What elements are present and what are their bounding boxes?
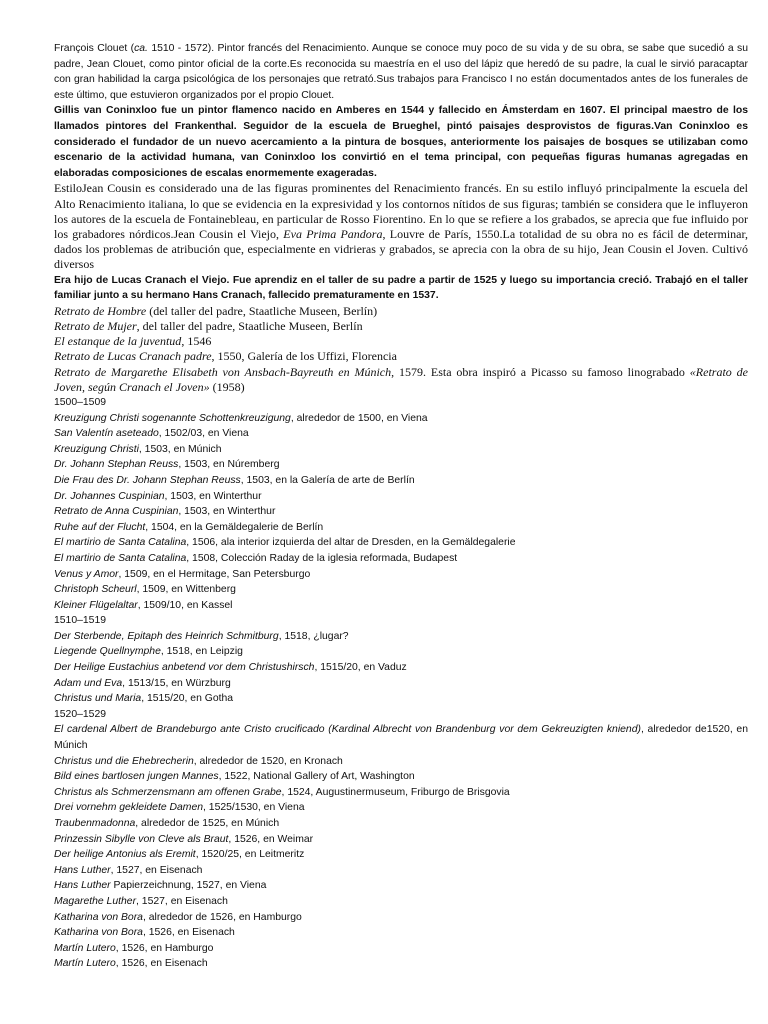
list-item [54,660,748,676]
work-title: Retrato de Lucas Cranach padre [54,349,212,364]
work-details: , 1546 [181,334,212,349]
margarethe-item [54,365,748,395]
work-details: , 1509, en el Hermitage, San Petersburgo [118,568,311,580]
work-details: , alrededor de1520, en Múnich [54,724,748,752]
work-details: , 1503, en Núremberg [178,459,280,471]
work-title: Christus als Schmerzensmann am offenen Grabe [54,786,282,798]
work-details: , 1526, en Eisenach [115,958,208,970]
work-details: , 1503, en la Galería de arte de Berlín [240,474,415,486]
work-title: Christus und die Ehebrecherin [54,755,194,767]
work-details: , 1503, en Múnich [138,443,222,455]
list-item [54,644,748,660]
work-title: Retrato de Hombre [54,303,147,318]
cousin-text-1: EstiloJean Cousin es considerado una de las figuras prominentes del Renacimiento francés. En su estilo influyó principalmente la escuela del Alto Renacimiento italiana, lo que se evidencia en la expresividad y los contornos nítidos de sus figuras; también se considera que le influyeron los autores de la escuela de Fontainebleau, en particular de Rosso Fiorentino. En lo que se refiere a los grabados, se aprecia que fue influido por los grabadores nórdicos.Jean Cousin el Viejo, [54,181,748,241]
list-item [54,863,748,879]
work-title: Martín Lutero [54,958,116,970]
work-title: Christoph Scheurl [54,584,137,596]
work-details: Papierzeichnung, 1527, en Viena [110,880,267,892]
work-title: El martirio de Santa Catalina [54,537,187,549]
work-title: Kreuzigung Christi sogenannte Schottenkreuzigung [54,412,291,424]
list-item [54,754,748,770]
work-title: El martirio de Santa Catalina [54,552,187,564]
work-details: , 1503, en Winterthur [178,506,276,518]
work-details: , 1579. Esta obra inspiró a Picasso su famoso linograbado [391,364,690,379]
list-item [54,473,748,489]
list-item [54,319,748,334]
work-title: Bild eines bartlosen jungen Mannes [54,771,219,783]
clouet-ca: ca. [134,43,148,54]
period-heading: 1500–1509 [54,396,107,408]
work-details: , 1509, en Wittenberg [136,584,236,596]
work-title: Drei vornehm gekleidete Damen [54,802,204,814]
cousin-text-2: , Louvre de París, 1550.La totalidad de su obra no es fácil de determinar, dados los problemas de atribución que, especialmente en vidrieras y grabados, se aprecia con la obra de su hijo, Jean Cousin el Joven. Cultivó diversos [54,226,748,272]
list-item [54,894,748,910]
list-item [54,442,748,458]
work-title: Liegende Quellnymphe [54,646,161,658]
list-item [54,598,748,614]
list-item [54,426,748,442]
work-title: Kreuzigung Christi [54,443,139,455]
list-item [54,349,748,364]
list-item [54,582,748,598]
work-details: , del taller del padre, Staatliche Museen, Berlín [136,318,363,333]
list-item [54,304,748,319]
picasso-work-title: «Retrato de Joven, según Cranach el Joven» [54,364,748,394]
list-item [54,411,748,427]
work-title: Dr. Johannes Cuspinian [54,490,165,502]
list-item [54,691,748,707]
list-item [54,567,748,583]
cranach-intro-paragraph: Era hijo de Lucas Cranach el Viejo. Fue aprendiz en el taller de su padre a partir de 1525 y luego su importancia creció. Trabajó en el taller familiar junto a su hermano Hans Cranach, fallecido prematuramente en 1537. [54,274,748,302]
work-details: , 1508, Colección Raday de la iglesia reformada, Budapest [186,552,458,564]
work-year: (1958) [209,379,245,394]
work-details: , alrededor de 1526, en Hamburgo [142,911,302,923]
list-item [54,520,748,536]
work-title: El cardenal Albert de Brandeburgo ante Cristo crucificado (Kardinal Albrecht von Brandenburg vor dem Gekreuzigten kniend) [54,724,641,736]
work-title: Katharina von Bora [54,911,143,923]
work-details: , 1506, ala interior izquierda del altar de Dresden, en la Gemäldegalerie [186,537,516,549]
coninxloo-paragraph: Gillis van Coninxloo fue un pintor flamenco nacido en Amberes en 1544 y fallecido en Ámsterdam en 1607. El principal maestro de los llamados pintores del Frankenthal. Seguidor de la escuela de Brueghel, pintó paisajes desprovistos de figuras.Van Coninxloo es considerado el fundador de un nuevo acercamiento a la pintura de bosques, anteriormente los paisajes de bosques se utilizaban como escenario de la actividad humana, van Coninxloo los convirtió en el tema principal, con pequeñas figuras humanas agregadas en elaboradas composiciones de escalas enormemente exageradas. [54,105,748,179]
work-title: Prinzessin Sibylle von Cleve als Braut [54,833,229,845]
work-title: Ruhe auf der Flucht [54,521,146,533]
list-item [54,457,748,473]
work-title: Christus und Maria [54,693,142,705]
work-title: Kleiner Flügelaltar [54,599,138,611]
period-heading: 1520–1529 [54,708,107,720]
work-title: Retrato de Mujer [54,318,137,333]
list-item [54,800,748,816]
work-title: San Valentín aseteado [54,428,159,440]
work-title: Der Heilige Eustachius anbetend vor dem Christushirsch [54,662,315,674]
work-title: Magarethe Luther [54,895,137,907]
list-item [54,878,748,894]
work-details: , 1526, en Weimar [228,833,314,845]
work-details: , 1526, en Eisenach [142,927,235,939]
list-item [54,629,748,645]
list-item [54,535,748,551]
list-item [54,489,748,505]
work-details: , 1502/03, en Viena [158,428,249,440]
work-details: , alrededor de 1500, en Viena [290,412,428,424]
list-item [54,941,748,957]
work-details: (del taller del padre, Staatliche Museen, Berlín) [146,303,378,318]
work-details: , 1515/20, en Vaduz [314,662,407,674]
work-details: , 1518, en Leipzig [160,646,243,658]
list-item [54,785,748,801]
cousin-work-title: Eva Prima Pandora [283,226,383,241]
list-item [54,956,748,972]
list-item [54,676,748,692]
work-details: , 1524, Augustinermuseum, Friburgo de Brisgovia [281,786,510,798]
list-item [54,832,748,848]
works-by-period [54,395,748,972]
work-title: Katharina von Bora [54,927,143,939]
list-item [54,816,748,832]
work-details: , 1518, ¿lugar? [278,630,349,642]
list-item [54,847,748,863]
work-details: , 1520/25, en Leitmeritz [195,849,305,861]
clouet-text: 1510 - 1572). Pintor francés del Renacimiento. Aunque se conoce muy poco de su vida y de su obra, se sabe que sucedió a su padre, Jean Clouet, como pintor oficial de la corte.Es reconocida su maestría en el uso del lápiz que heredó de su padre, la cual le sirvió paracaptar con gran habilidad la carga psicológica de los personajes que retrató.Sus trabajos para Francisco I no están documentados antes de los funerales de este último, que estuvieron organizados por el propio Clouet. [54,43,748,101]
clouet-name: François Clouet [54,43,128,54]
work-title: Hans Luther [54,880,111,892]
list-item [54,334,748,349]
list-item [54,722,748,753]
work-details: , 1503, en Winterthur [164,490,262,502]
work-details: , 1527, en Eisenach [110,864,203,876]
work-title: Der heilige Antonius als Eremit [54,849,196,861]
work-title: Hans Luther [54,864,111,876]
list-item [54,925,748,941]
serif-work-list [54,304,748,395]
work-details: , 1504, en la Gemäldegalerie de Berlín [145,521,324,533]
work-title: Retrato de Anna Cuspinian [54,506,179,518]
work-details: , alrededor de 1520, en Kronach [193,755,343,767]
work-details: , 1527, en Eisenach [136,895,228,907]
work-details: , 1522, National Gallery of Art, Washington [218,771,415,783]
work-details: , 1550, Galería de los Uffizi, Florencia [211,349,397,364]
cousin-paragraph [54,181,748,272]
list-item [54,769,748,785]
work-details: , 1509/10, en Kassel [137,599,233,611]
work-details: , 1526, en Hamburgo [115,942,214,954]
work-title: El estanque de la juventud [54,334,182,349]
list-item [54,551,748,567]
work-title: Retrato de Margarethe Elisabeth von Ansbach-Bayreuth en Múnich [54,364,392,379]
work-details: , 1515/20, en Gotha [141,693,234,705]
work-title: Traubenmadonna [54,818,136,829]
list-item [54,504,748,520]
clouet-paragraph: François Clouet (ca. 1510 - 1572). Pintor francés del Renacimiento. Aunque se conoce muy poco de su vida y de su obra, se sabe que sucedió a su padre, Jean Clouet, como pintor oficial de la corte.Es reconocida su maestría en el uso del lápiz que heredó de su padre, la cual le sirvió paracaptar con gran habilidad la carga psicológica de los personajes que retrató.Sus trabajos para Francisco I no están documentados antes de los funerales de este último, que estuvieron organizados por el propio Clouet. [54,43,748,101]
work-title: Adam und Eva [54,677,123,689]
list-item [54,910,748,926]
period-heading: 1510–1519 [54,615,107,627]
work-details: , alrededor de 1525, en Múnich [135,818,280,829]
work-title: Dr. Johann Stephan Reuss [54,459,179,471]
work-title: Martín Lutero [54,942,116,954]
work-details: , 1513/15, en Würzburg [122,677,231,689]
work-title: Der Sterbende, Epitaph des Heinrich Schmitburg [54,630,279,642]
work-details: , 1525/1530, en Viena [203,802,305,814]
work-title: Venus y Amor [54,568,119,580]
work-title: Die Frau des Dr. Johann Stephan Reuss [54,474,241,486]
